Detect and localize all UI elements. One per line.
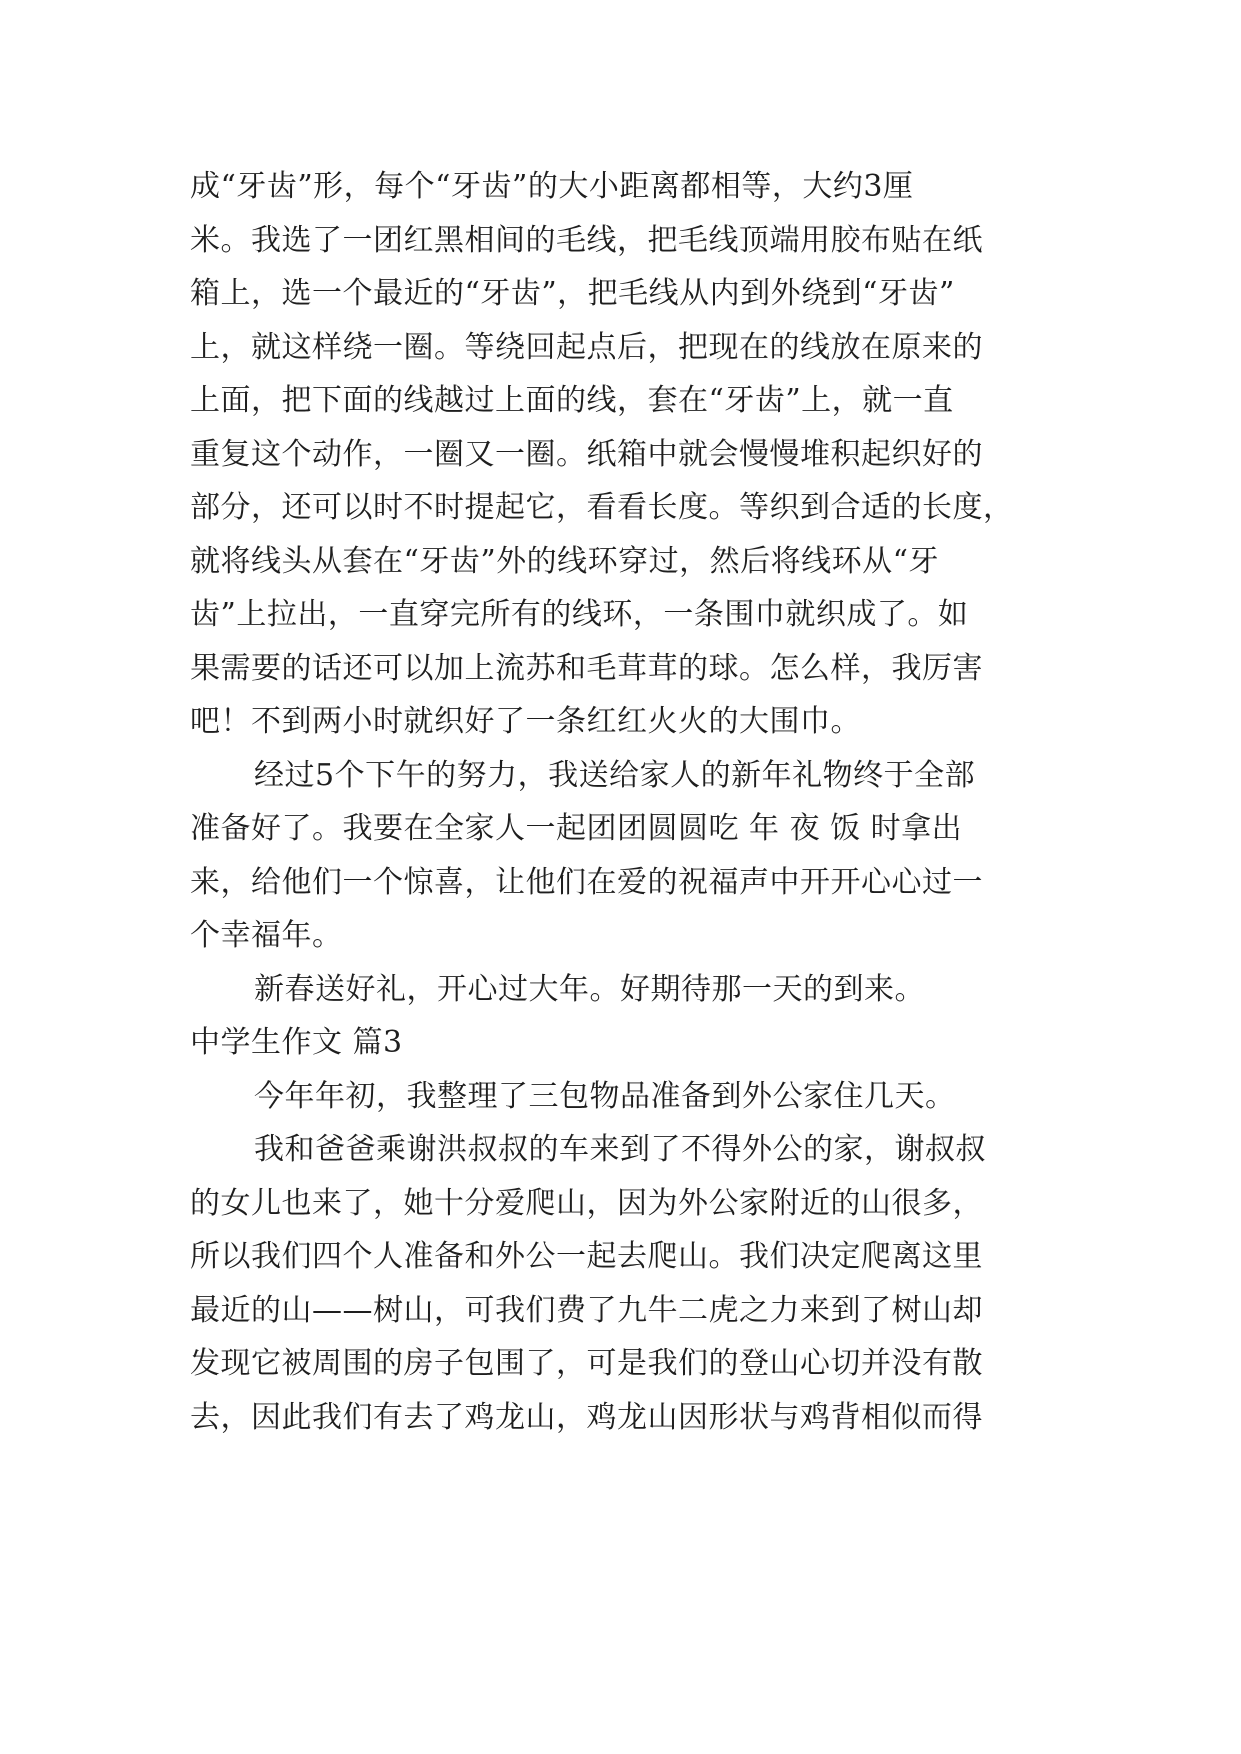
text-line: 就将线头从套在“牙齿”外的线环穿过，然后将线环从“牙 <box>190 543 940 579</box>
text-line: 上面，把下面的线越过上面的线，套在“牙齿”上，就一直 <box>190 383 954 418</box>
text-line: 最近的山——树山，可我们费了九牛二虎之力来到了树山却 <box>190 1292 983 1328</box>
text-line: 的女儿也来了，她十分爱爬山，因为外公家附近的山很多， <box>190 1185 983 1221</box>
section-heading: 中学生作文 篇3 <box>190 1025 403 1060</box>
text-line: 米。我选了一团红黑相间的毛线，把毛线顶端用胶布贴在纸 <box>190 222 983 258</box>
text-line: 齿”上拉出，一直穿完所有的线环，一条围巾就织成了。如 <box>190 597 969 632</box>
text-line: 吧！不到两小时就织好了一条红红火火的大围巾。 <box>190 704 861 739</box>
text-line: 去，因此我们有去了鸡龙山，鸡龙山因形状与鸡背相似而得 <box>190 1399 983 1435</box>
text-line: 个幸福年。 <box>190 918 343 953</box>
text-line: 上，就这样绕一圈。等绕回起点后，把现在的线放在原来的 <box>190 329 983 365</box>
text-line: 准备好了。我要在全家人一起团团圆圆吃 年 夜 饭 时拿出 <box>190 811 963 846</box>
paragraph-start-line: 我和爸爸乘谢洪叔叔的车来到了不得外公的家，谢叔叔 <box>254 1132 986 1167</box>
text-line: 成“牙齿”形，每个“牙齿”的大小距离都相等，大约3厘 <box>190 169 914 204</box>
text-line: 来，给他们一个惊喜，让他们在爱的祝福声中开开心心过一 <box>190 864 983 900</box>
paragraph-start-line: 新春送好礼，开心过大年。好期待那一天的到来。 <box>254 971 925 1007</box>
text-line: 果需要的话还可以加上流苏和毛茸茸的球。怎么样，我厉害 <box>190 650 983 686</box>
text-line: 箱上，选一个最近的“牙齿”，把毛线从内到外绕到“牙齿” <box>190 276 955 311</box>
text-line: 重复这个动作，一圈又一圈。纸箱中就会慢慢堆积起织好的 <box>190 436 983 472</box>
text-line: 发现它被周围的房子包围了，可是我们的登山心切并没有散 <box>190 1346 983 1381</box>
text-line: 所以我们四个人准备和外公一起去爬山。我们决定爬离这里 <box>190 1239 983 1274</box>
paragraph-start-line: 今年年初，我整理了三包物品准备到外公家住几天。 <box>254 1078 956 1114</box>
body-text <box>190 160 1050 1444</box>
paragraph-start-line: 经过5个下午的努力，我送给家人的新年礼物终于全部 <box>254 757 976 793</box>
text-line: 部分，还可以时不时提起它，看看长度。等织到合适的长度， <box>190 490 1014 525</box>
